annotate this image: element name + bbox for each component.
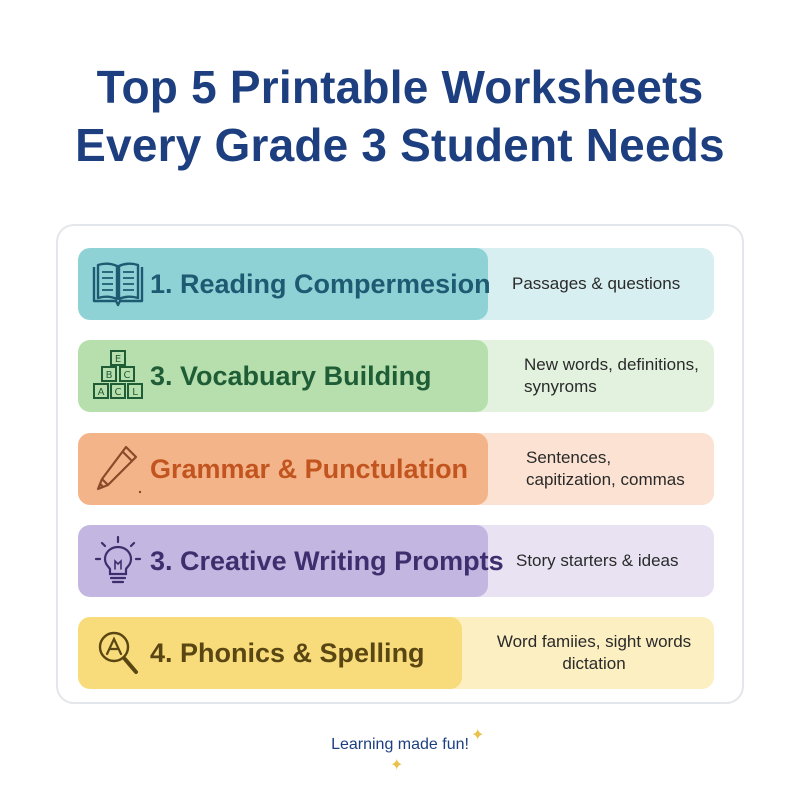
abc-blocks-icon — [90, 348, 146, 404]
worksheet-item-grammar[interactable] — [78, 433, 714, 505]
lightbulb-icon — [90, 533, 146, 589]
svg-text:E: E — [114, 354, 122, 365]
worksheet-item-main — [78, 248, 491, 320]
worksheet-item-label: 3. Creative Writing Prompts — [150, 545, 504, 576]
svg-text:A: A — [97, 387, 105, 398]
worksheet-item-reading[interactable] — [78, 248, 714, 320]
sparkle-icon: ✦ — [390, 757, 404, 774]
worksheet-item-label: 1. Reading Compermesion — [150, 268, 491, 299]
worksheet-item-main — [78, 617, 462, 689]
worksheet-item-vocabulary[interactable] — [78, 340, 714, 412]
svg-text:C: C — [114, 387, 122, 398]
worksheet-item-main — [78, 525, 504, 597]
worksheet-item-label: Grammar & Punctulation — [150, 453, 469, 484]
worksheet-item-main — [78, 433, 488, 505]
svg-text:B: B — [105, 370, 113, 381]
worksheet-item-label: 3. Vocabuary Building — [150, 360, 432, 391]
title-line-1: Top 5 Printable Worksheets — [96, 61, 704, 113]
magnifier-letter-icon — [90, 625, 146, 681]
title-line-2: Every Grade 3 Student Needs — [75, 119, 725, 171]
svg-text:C: C — [123, 370, 131, 381]
open-book-icon — [90, 256, 146, 312]
page-title — [0, 58, 800, 174]
worksheet-item-description: Story starters & ideas — [516, 551, 679, 570]
worksheet-item-label: 4. Phonics & Spelling — [150, 637, 425, 668]
worksheet-item-description: Passages & questions — [512, 274, 681, 293]
worksheet-item-phonics[interactable] — [78, 617, 714, 689]
worksheet-item-main — [78, 340, 488, 412]
pencil-icon — [90, 441, 146, 497]
footer-tagline: Learning made fun! — [331, 736, 469, 753]
worksheet-item-description: Sentences, capitization, commas — [526, 448, 685, 489]
worksheet-item-description: New words, definitions, synyroms — [524, 355, 699, 396]
worksheet-item-creative-writing[interactable] — [78, 525, 714, 597]
sparkle-icon: ✦ — [471, 727, 485, 744]
svg-text:L: L — [132, 387, 138, 398]
worksheet-item-description: Word famiies, sight words dictation — [496, 632, 692, 673]
